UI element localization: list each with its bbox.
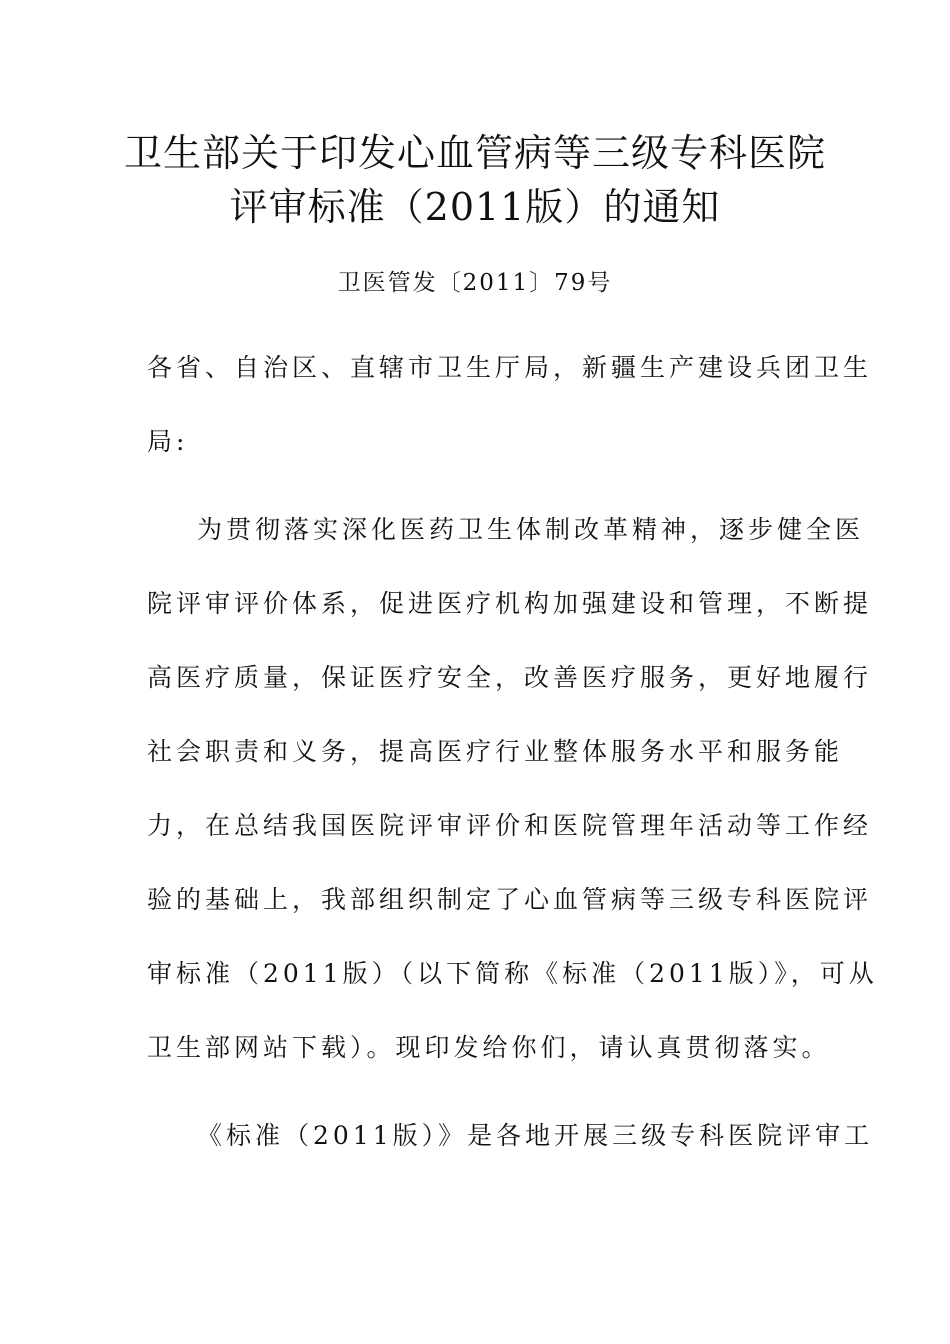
paragraph-line: 力，在总结我国医院评审评价和医院管理年活动等工作经 — [147, 811, 873, 840]
paragraph-line: 高医疗质量，保证医疗安全，改善医疗服务，更好地履行 — [147, 663, 873, 692]
paragraph-line: 院评审评价体系，促进医疗机构加强建设和管理，不断提 — [147, 589, 873, 618]
addressee-line: 各省、自治区、直辖市卫生厅局，新疆生产建设兵团卫生 — [147, 353, 873, 382]
document-title-line-1: 卫生部关于印发心血管病等三级专科医院 — [123, 131, 826, 175]
paragraph-line: 为贯彻落实深化医药卫生体制改革精神，逐步健全医 — [197, 515, 865, 544]
document-title-line-2: 评审标准（2011版）的通知 — [229, 185, 721, 229]
paragraph-line: 卫生部网站下载）。现印发给你们，请认真贯彻落实。 — [147, 1033, 831, 1062]
paragraph-line: 审标准（2011版）（以下简称《标准（2011版）》，可从 — [147, 959, 878, 988]
paragraph-line: 验的基础上，我部组织制定了心血管病等三级专科医院评 — [147, 885, 873, 914]
paragraph-line: 社会职责和义务，提高医疗行业整体服务水平和服务能 — [147, 737, 844, 766]
paragraph-line: 《标准（2011版）》是各地开展三级专科医院评审工 — [197, 1121, 874, 1150]
addressee-line: 局: — [147, 427, 189, 456]
document-number: 卫医管发〔2011〕79号 — [337, 270, 613, 296]
